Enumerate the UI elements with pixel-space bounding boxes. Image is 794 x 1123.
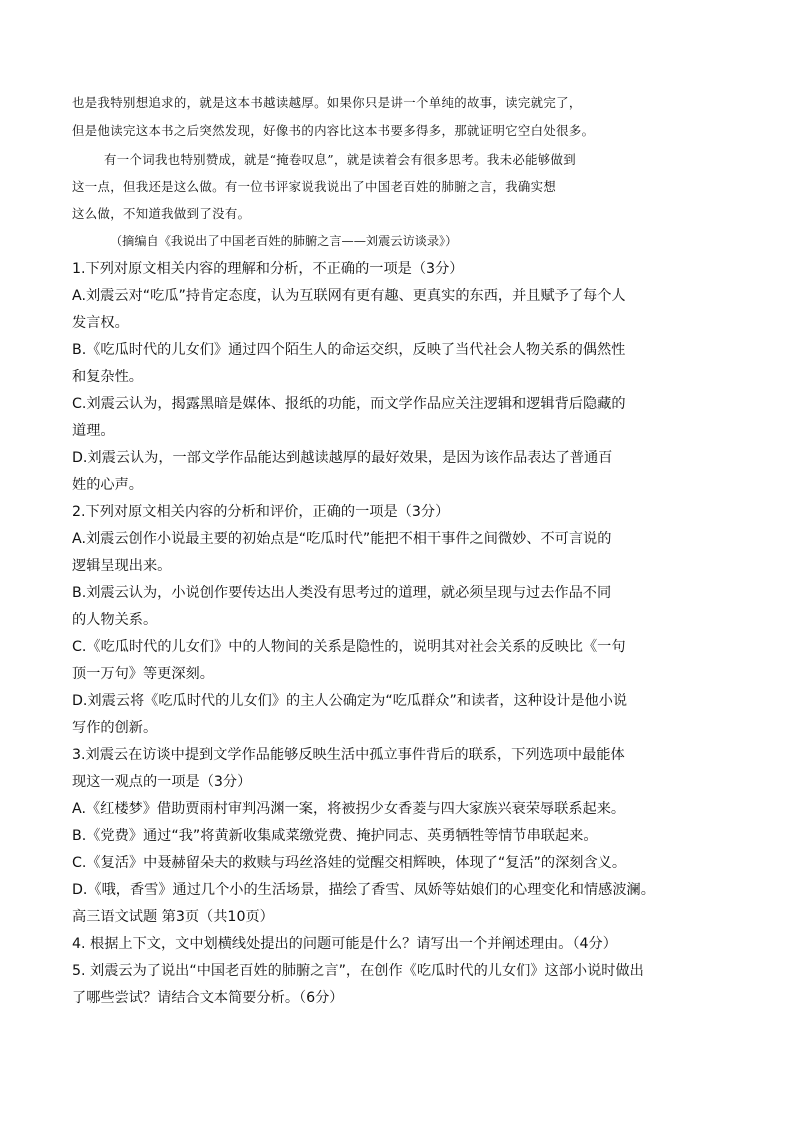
question-1-option-a-cont: 发言权。 — [72, 315, 129, 331]
question-4: 4. 根据上下文，文中划横线处提出的问题可能是什么？请写出一个并阐述理由。（4分） — [72, 936, 617, 952]
question-2-option-d: D.刘震云将《吃瓜时代的儿女们》的主人公确定为“吃瓜群众”和读者，这种设计是他小说 — [72, 693, 628, 709]
question-3-option-a: A.《红楼梦》借助贾雨村审判冯渊一案，将被拐少女香菱与四大家族兴衰荣辱联系起来。 — [72, 801, 626, 817]
page-footer: 高三语文试题 第3页（共10页） — [72, 909, 274, 925]
question-1-option-b: B.《吃瓜时代的儿女们》通过四个陌生人的命运交织，反映了当代社会人物关系的偶然性 — [72, 342, 626, 358]
question-2-option-d-cont: 写作的创新。 — [72, 720, 158, 736]
question-2-option-b: B.刘震云认为，小说创作要传达出人类没有思考过的道理，就必须呈现与过去作品不同 — [72, 585, 612, 601]
question-3-stem: 3.刘震云在访谈中提到文学作品能够反映生活中孤立事件背后的联系，下列选项中最能体 — [72, 747, 625, 763]
question-2-option-a-cont: 逻辑呈现出来。 — [72, 558, 172, 574]
question-1-stem: 1.下列对原文相关内容的理解和分析，不正确的一项是（3分） — [72, 261, 464, 277]
question-3-stem-cont: 现这一观点的一项是（3分） — [72, 774, 252, 790]
question-1-option-d: D.刘震云认为，一部文学作品能达到越读越厚的最好效果，是因为该作品表达了普通百 — [72, 450, 613, 466]
question-2-option-b-cont: 的人物关系。 — [72, 612, 158, 628]
question-3-option-b: B.《党费》通过“我”将黄新收集咸菜缴党费、掩护同志、英勇牺牲等情节串联起来。 — [72, 828, 598, 844]
question-2-option-c: C.《吃瓜时代的儿女们》中的人物间的关系是隐性的，说明其对社会关系的反映比《一句 — [72, 639, 626, 655]
question-2-option-a: A.刘震云创作小说最主要的初始点是“吃瓜时代”能把不相干事件之间微妙、不可言说的 — [72, 531, 612, 547]
question-5-cont: 了哪些尝试？请结合文本简要分析。（6分） — [72, 990, 344, 1006]
passage-citation: （摘编自《我说出了中国老百姓的肺腑之言——刘震云访谈录》） — [110, 234, 458, 248]
question-5: 5. 刘震云为了说出“中国老百姓的肺腑之言”，在创作《吃瓜时代的儿女们》这部小说时做出 — [72, 963, 644, 979]
question-1-option-c-cont: 道理。 — [72, 423, 115, 439]
question-2-stem: 2.下列对原文相关内容的分析和评价，正确的一项是（3分） — [72, 504, 450, 520]
passage-line: 也是我特别想追求的，就是这本书越读越厚。如果你只是讲一个单纯的故事，读完就完了， — [72, 95, 582, 110]
question-1-option-c: C.刘震云认为，揭露黑暗是媒体、报纸的功能，而文学作品应关注逻辑和逻辑背后隐藏的 — [72, 396, 626, 412]
passage-line: 有一个词我也特别赞成，就是“掩卷叹息”，就是读着会有很多思考。我未必能够做到 — [104, 152, 577, 167]
question-2-option-c-cont: 顶一万句》等更深刻。 — [72, 666, 214, 682]
passage-line: 但是他读完这本书之后突然发现，好像书的内容比这本书要多得多，那就证明它空白处很多。 — [72, 123, 595, 138]
question-1-option-a: A.刘震云对“吃瓜”持肯定态度，认为互联网有更有趣、更真实的东西，并且赋予了每个人 — [72, 288, 626, 304]
question-3-option-c: C.《复活》中聂赫留朵夫的救赎与玛丝洛娃的觉醒交相辉映，体现了“复活”的深刻含义。 — [72, 855, 627, 871]
question-1-option-d-cont: 姓的心声。 — [72, 477, 143, 493]
question-1-option-b-cont: 和复杂性。 — [72, 369, 143, 385]
passage-line: 这一点，但我还是这么做。有一位书评家说我说出了中国老百姓的肺腑之言，我确实想 — [72, 179, 557, 194]
question-3-option-d: D.《哦，香雪》通过几个小的生活场景，描绘了香雪、凤娇等姑娘们的心理变化和情感波澜。 — [72, 882, 655, 898]
passage-line: 这么做，不知道我做到了没有。 — [72, 206, 251, 221]
